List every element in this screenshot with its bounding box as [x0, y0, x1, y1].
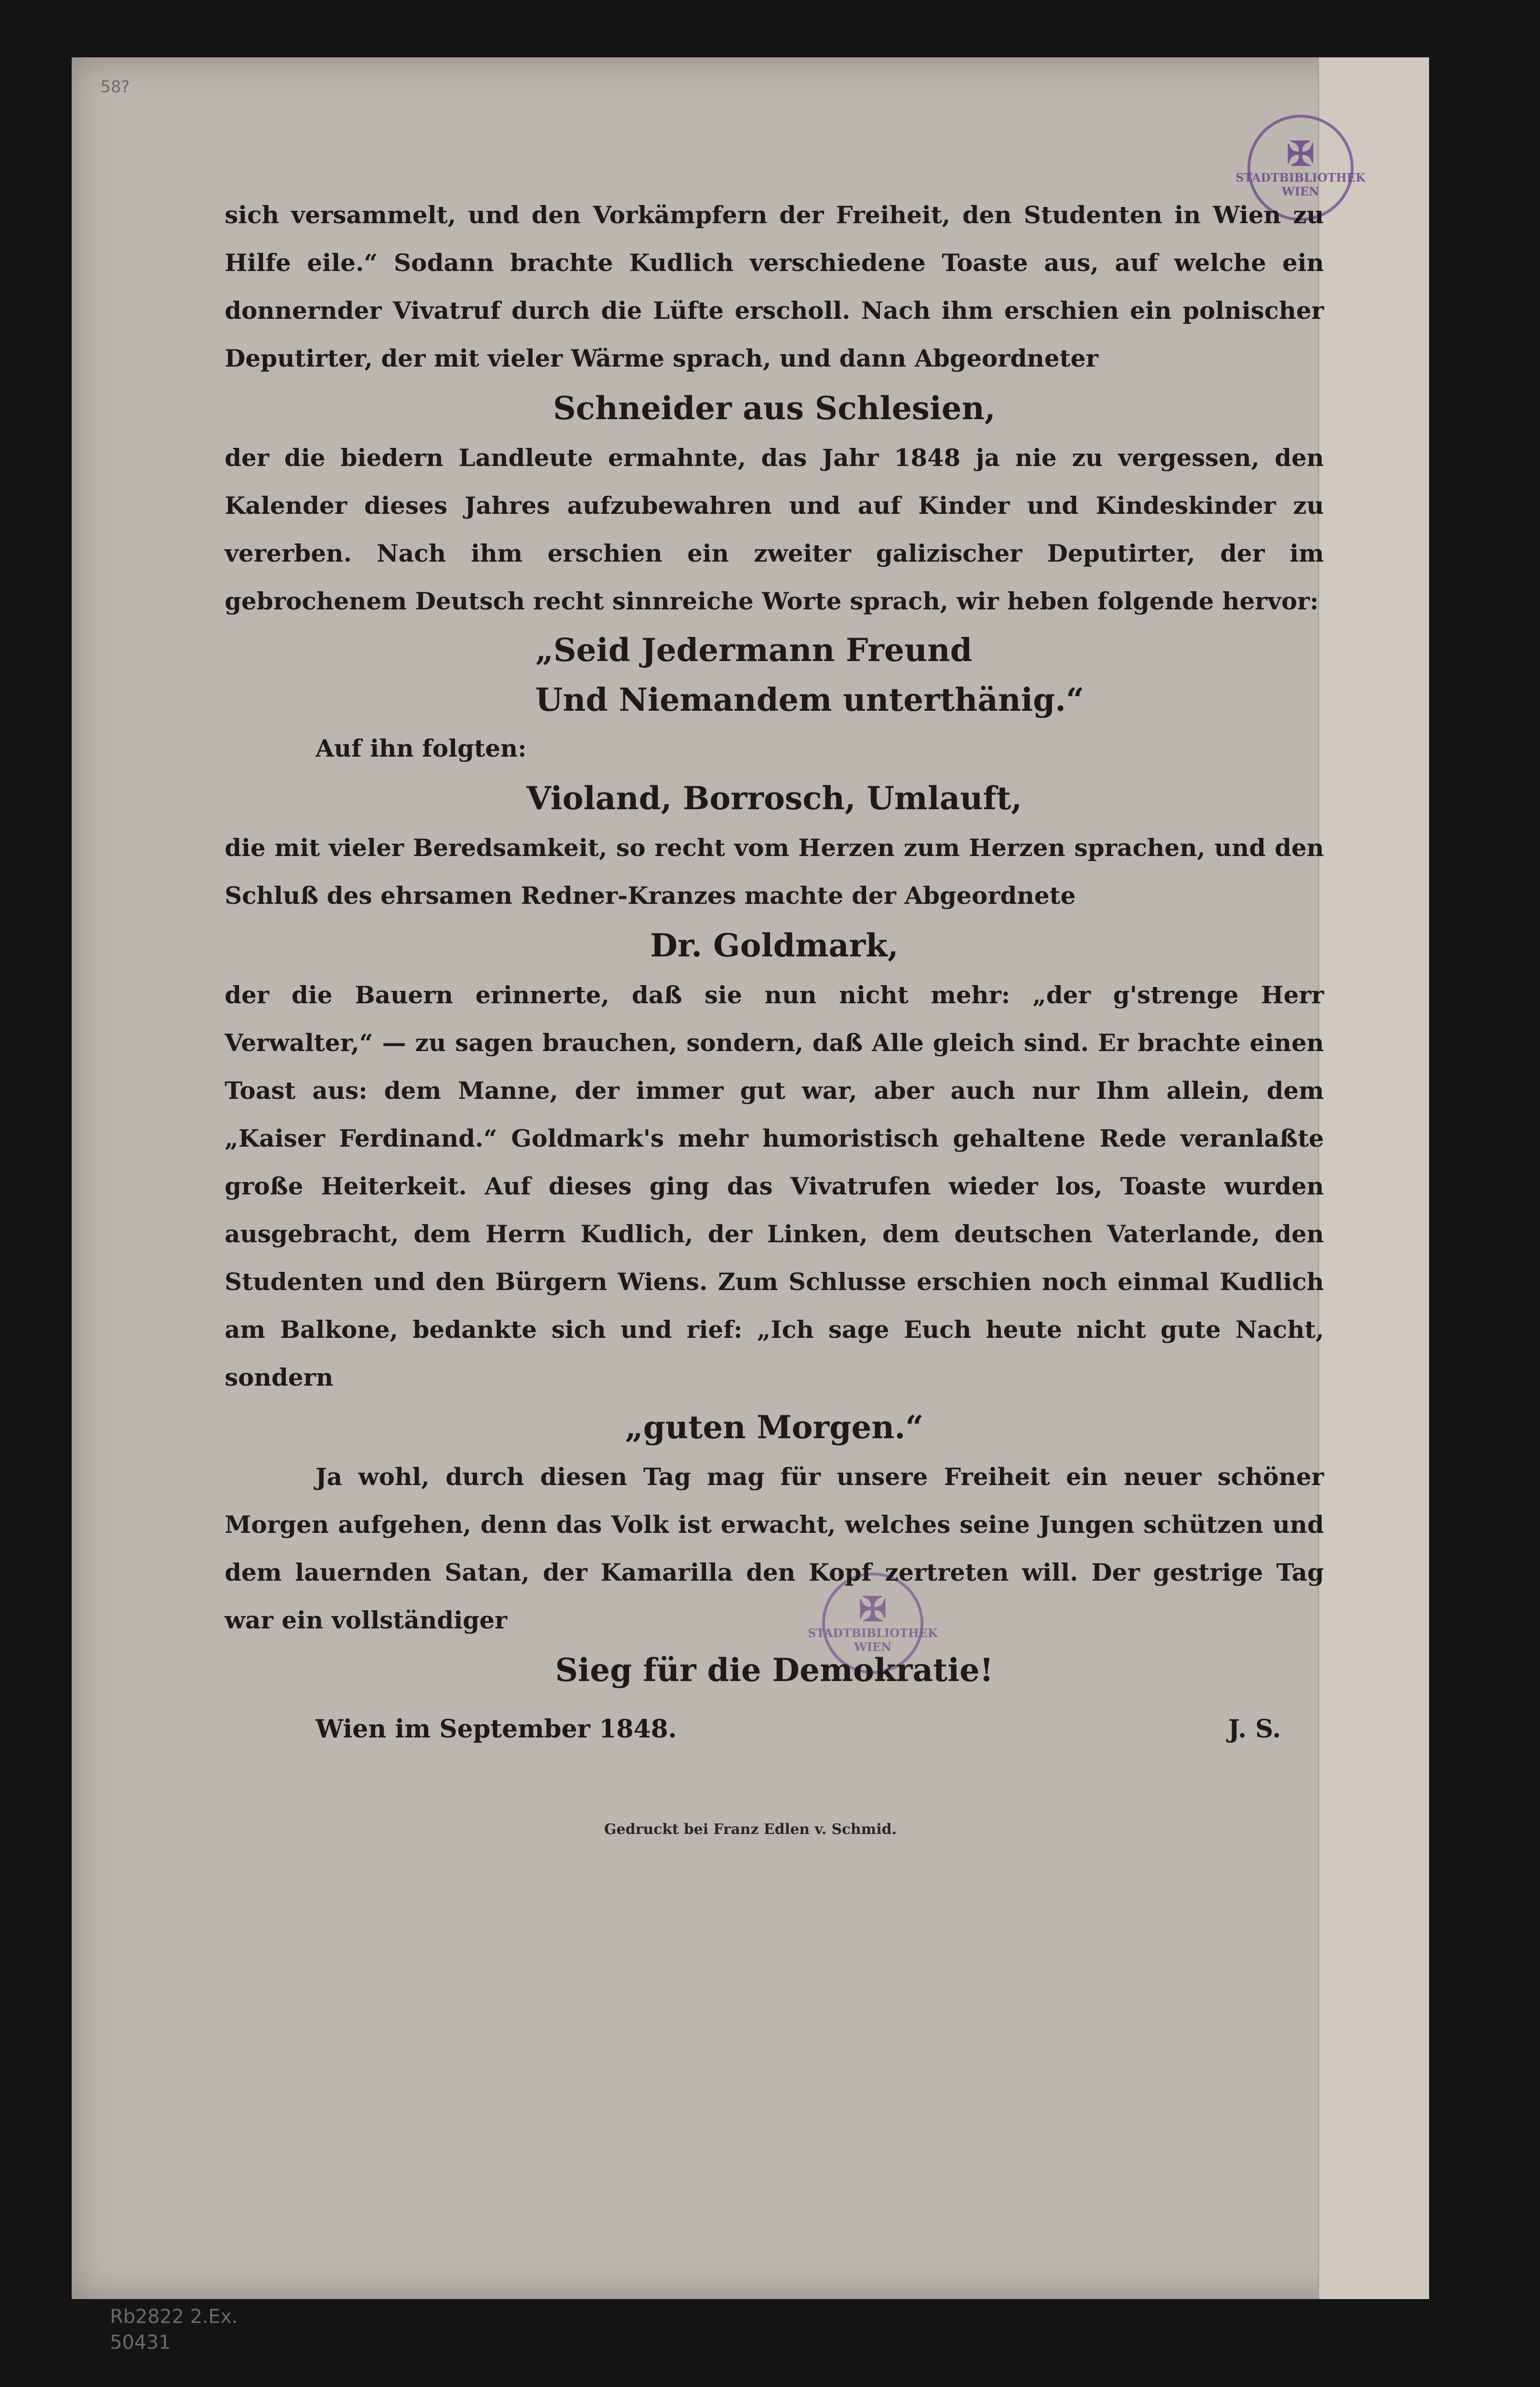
leaflet-body — [225, 191, 1324, 1753]
author-initials: J. S. — [1228, 1714, 1281, 1744]
lead-followed: Auf ihn folgten: — [315, 734, 527, 762]
paragraph-second: der die biedern Landleute ermahnte, das Jahr 1848 ja nie zu vergessen, den Kalender dieses Jahres aufzubewahren und auf Kinder und Kindeskinder zu vererben. Nach ihm erschien ein zweiter galizischer Deputirter, der im gebrochenem Deutsch recht sinnreiche Worte sprach, wir heben folgende hervor: — [225, 444, 1324, 615]
printer-imprint: Gedruckt bei Franz Edlen v. Schmid. — [604, 1821, 897, 1838]
pencil-shelfmark: Rb2822 2.Ex. 50431 — [110, 2306, 238, 2354]
quote-galician-deputy: „Seid Jedermann Freund Und Niemandem unterthänig.“ — [535, 631, 1085, 718]
paragraph-opening: sich versammelt, und den Vorkämpfern der Freiheit, den Studenten in Wien zu Hilfe eile.“ Sodann brachte Kudlich verschiedene Toaste aus, auf welche ein donnernder Vivatruf durch die Lüfte erscholl. Nach ihm erschien ein polnischer Deputirter, der mit vieler Wärme sprach, und dann Abgeordneter — [225, 201, 1324, 372]
heading-speaker-names: Violand, Borrosch, Umlauft, — [526, 780, 1022, 817]
place-date: Wien im September 1848. — [315, 1714, 677, 1744]
heading-goldmark: Dr. Goldmark, — [650, 927, 899, 964]
paragraph-fourth: der die Bauern erinnerte, daß sie nun nicht mehr: „der g'strenge Herr Verwalter,“ — zu sagen brauchen, sondern, daß Alle gleich sind. Er brachte einen Toast aus: dem Manne, der immer gut war, aber auch nur Ihm allein, dem „Kaiser Ferdinand.“ Goldmark's mehr humoristisch gehaltene Rede veranlaßte große Heiterkeit. Auf dieses ging das Vivatrufen wieder los, Toaste wurden ausgebracht, dem Herrn Kudlich, der Linken, dem deutschen Vaterlande, den Studenten und den Bürgern Wiens. Zum Schlusse erschien noch einmal Kudlich am Balkone, bedankte sich und rief: „Ich sage Euch heute nicht gute Nacht, sondern — [225, 981, 1324, 1391]
paragraph-fifth: Ja wohl, durch diesen Tag mag für unsere Freiheit ein neuer schöner Morgen aufgehen, denn das Volk ist erwacht, welches seine Jungen schützen und dem lauernden Satan, der Kamarilla den Kopf zertreten will. Der gestrige Tag war ein vollständiger — [225, 1463, 1324, 1634]
heading-sieg-demokratie: Sieg für die Demokratie! — [555, 1651, 994, 1689]
pencil-folio-number: 58? — [100, 77, 130, 97]
stamp-label: STADTBIBLIOTHEK WIEN — [1236, 171, 1366, 198]
eagle-crest-icon: ✠ — [858, 1589, 887, 1629]
paper-edge-strip — [1318, 57, 1429, 2299]
signature-line — [315, 1705, 1281, 1753]
paragraph-third: die mit vieler Beredsamkeit, so recht vom Herzen zum Herzen sprachen, und den Schluß des ehrsamen Redner-Kranzes machte der Abgeordnete — [225, 834, 1324, 910]
heading-guten-morgen: „guten Morgen.“ — [625, 1409, 924, 1446]
eagle-crest-icon: ✠ — [1286, 134, 1315, 174]
heading-schneider: Schneider aus Schlesien, — [553, 390, 996, 427]
stamp-label: STADTBIBLIOTHEK WIEN — [808, 1626, 938, 1654]
printed-leaflet-page — [72, 57, 1429, 2299]
